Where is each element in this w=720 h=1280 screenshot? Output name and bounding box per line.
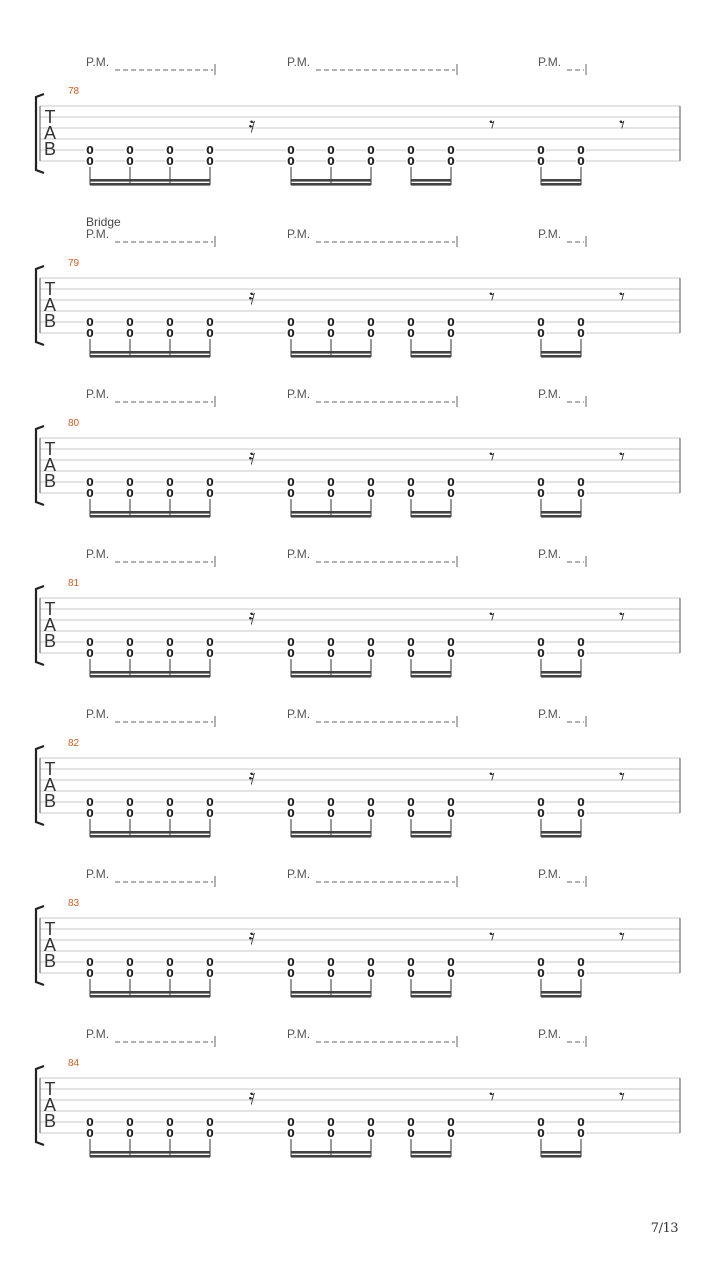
sixteenth-rest: 𝄿 <box>248 445 256 470</box>
tab-clef-letter: B <box>43 139 57 159</box>
palm-mute-label: P.M. <box>287 707 311 721</box>
fret-number: 0 <box>537 647 545 660</box>
fret-number: 0 <box>166 796 174 809</box>
fret-number: 0 <box>86 487 94 500</box>
fret-number: 0 <box>287 807 295 820</box>
fret-number: 0 <box>287 967 295 980</box>
beam-primary <box>291 179 371 182</box>
beam-secondary <box>411 355 451 358</box>
beam-secondary <box>411 183 451 186</box>
tab-clef-letter: T <box>44 599 56 619</box>
beam-secondary <box>90 995 210 998</box>
fret-number: 0 <box>126 476 134 489</box>
fret-number: 0 <box>126 316 134 329</box>
fret-number: 0 <box>327 636 335 649</box>
fret-number: 0 <box>126 144 134 157</box>
eighth-rest: 𝄾 <box>619 605 625 630</box>
beam-secondary <box>291 183 371 186</box>
palm-mute-label: P.M. <box>86 387 110 401</box>
tab-clef-letter: A <box>43 935 57 955</box>
fret-number: 0 <box>206 476 214 489</box>
fret-number: 0 <box>367 796 375 809</box>
beam-secondary <box>90 515 210 518</box>
beam-primary <box>90 351 210 354</box>
beam-primary <box>291 351 371 354</box>
fret-number: 0 <box>206 647 214 660</box>
fret-number: 0 <box>407 636 415 649</box>
fret-number: 0 <box>126 327 134 340</box>
fret-number: 0 <box>126 487 134 500</box>
beam-primary <box>541 991 581 994</box>
fret-number: 0 <box>447 796 455 809</box>
fret-number: 0 <box>206 144 214 157</box>
fret-number: 0 <box>447 155 455 168</box>
fret-number: 0 <box>537 636 545 649</box>
beam-primary <box>541 511 581 514</box>
fret-number: 0 <box>126 807 134 820</box>
fret-number: 0 <box>327 487 335 500</box>
fret-number: 0 <box>86 636 94 649</box>
tab-clef-letter: B <box>43 471 57 491</box>
fret-number: 0 <box>367 1127 375 1140</box>
beam-secondary <box>541 515 581 518</box>
fret-number: 0 <box>166 956 174 969</box>
fret-number: 0 <box>447 967 455 980</box>
fret-number: 0 <box>367 647 375 660</box>
fret-number: 0 <box>327 796 335 809</box>
palm-mute-label: P.M. <box>287 1027 311 1041</box>
fret-number: 0 <box>126 155 134 168</box>
fret-number: 0 <box>166 807 174 820</box>
palm-mute-label: P.M. <box>538 547 562 561</box>
beam-secondary <box>90 183 210 186</box>
fret-number: 0 <box>166 155 174 168</box>
fret-number: 0 <box>447 636 455 649</box>
page-number: 7/13 <box>650 1221 678 1236</box>
tab-clef-letter: T <box>44 279 56 299</box>
beam-secondary <box>90 1155 210 1158</box>
fret-number: 0 <box>327 1127 335 1140</box>
fret-number: 0 <box>206 316 214 329</box>
palm-mute-label: P.M. <box>86 867 110 881</box>
fret-number: 0 <box>126 1127 134 1140</box>
fret-number: 0 <box>537 796 545 809</box>
fret-number: 0 <box>166 487 174 500</box>
beam-primary <box>90 831 210 834</box>
tab-clef-letter: T <box>44 919 56 939</box>
beam-secondary <box>541 355 581 358</box>
fret-number: 0 <box>537 476 545 489</box>
fret-number: 0 <box>577 476 585 489</box>
beam-primary <box>541 1151 581 1154</box>
beam-primary <box>90 1151 210 1154</box>
fret-number: 0 <box>86 647 94 660</box>
tab-clef-letter: A <box>43 123 57 143</box>
measure-number: 78 <box>68 86 80 97</box>
palm-mute-label: P.M. <box>86 707 110 721</box>
fret-number: 0 <box>577 796 585 809</box>
fret-number: 0 <box>577 956 585 969</box>
fret-number: 0 <box>126 636 134 649</box>
fret-number: 0 <box>447 316 455 329</box>
fret-number: 0 <box>287 796 295 809</box>
fret-number: 0 <box>166 144 174 157</box>
fret-number: 0 <box>86 956 94 969</box>
tab-clef-letter: A <box>43 615 57 635</box>
fret-number: 0 <box>537 316 545 329</box>
tab-clef-letter: T <box>44 759 56 779</box>
tab-clef-letter: T <box>44 439 56 459</box>
beam-primary <box>541 671 581 674</box>
palm-mute-label: P.M. <box>287 227 311 241</box>
palm-mute-label: P.M. <box>287 387 311 401</box>
eighth-rest: 𝄾 <box>489 1085 495 1110</box>
fret-number: 0 <box>287 327 295 340</box>
fret-number: 0 <box>537 327 545 340</box>
fret-number: 0 <box>407 476 415 489</box>
fret-number: 0 <box>287 1116 295 1129</box>
fret-number: 0 <box>327 967 335 980</box>
eighth-rest: 𝄾 <box>619 445 625 470</box>
beam-primary <box>291 991 371 994</box>
fret-number: 0 <box>86 967 94 980</box>
fret-number: 0 <box>287 636 295 649</box>
eighth-rest: 𝄾 <box>489 445 495 470</box>
tab-clef-letter: B <box>43 631 57 651</box>
fret-number: 0 <box>206 487 214 500</box>
measure-number: 82 <box>68 738 80 749</box>
fret-number: 0 <box>327 956 335 969</box>
fret-number: 0 <box>327 144 335 157</box>
fret-number: 0 <box>206 1127 214 1140</box>
fret-number: 0 <box>367 1116 375 1129</box>
fret-number: 0 <box>537 1116 545 1129</box>
beam-secondary <box>411 835 451 838</box>
fret-number: 0 <box>367 476 375 489</box>
tab-clef-letter: A <box>43 455 57 475</box>
fret-number: 0 <box>407 967 415 980</box>
fret-number: 0 <box>577 967 585 980</box>
beam-secondary <box>541 183 581 186</box>
beam-secondary <box>291 515 371 518</box>
fret-number: 0 <box>126 647 134 660</box>
fret-number: 0 <box>407 316 415 329</box>
beam-primary <box>541 831 581 834</box>
fret-number: 0 <box>447 476 455 489</box>
fret-number: 0 <box>166 647 174 660</box>
sixteenth-rest: 𝄿 <box>248 285 256 310</box>
fret-number: 0 <box>577 647 585 660</box>
fret-number: 0 <box>86 796 94 809</box>
eighth-rest: 𝄾 <box>619 285 625 310</box>
fret-number: 0 <box>287 487 295 500</box>
palm-mute-label: P.M. <box>287 55 311 69</box>
beam-secondary <box>411 995 451 998</box>
tab-clef-letter: B <box>43 1111 57 1131</box>
fret-number: 0 <box>577 636 585 649</box>
beam-secondary <box>90 835 210 838</box>
fret-number: 0 <box>86 1116 94 1129</box>
fret-number: 0 <box>126 796 134 809</box>
fret-number: 0 <box>537 487 545 500</box>
fret-number: 0 <box>166 967 174 980</box>
tab-clef-letter: B <box>43 311 57 331</box>
fret-number: 0 <box>367 316 375 329</box>
palm-mute-label: P.M. <box>287 867 311 881</box>
beam-secondary <box>541 995 581 998</box>
beam-secondary <box>90 675 210 678</box>
fret-number: 0 <box>447 144 455 157</box>
eighth-rest: 𝄾 <box>489 285 495 310</box>
fret-number: 0 <box>367 636 375 649</box>
fret-number: 0 <box>166 636 174 649</box>
sixteenth-rest: 𝄿 <box>248 605 256 630</box>
beam-primary <box>411 179 451 182</box>
fret-number: 0 <box>327 1116 335 1129</box>
fret-number: 0 <box>327 476 335 489</box>
fret-number: 0 <box>577 155 585 168</box>
beam-secondary <box>90 355 210 358</box>
fret-number: 0 <box>577 1116 585 1129</box>
fret-number: 0 <box>206 1116 214 1129</box>
fret-number: 0 <box>327 316 335 329</box>
beam-primary <box>90 991 210 994</box>
fret-number: 0 <box>206 636 214 649</box>
tab-clef-letter: T <box>44 1079 56 1099</box>
fret-number: 0 <box>86 316 94 329</box>
beam-secondary <box>541 835 581 838</box>
beam-primary <box>90 179 210 182</box>
eighth-rest: 𝄾 <box>489 605 495 630</box>
beam-secondary <box>411 675 451 678</box>
fret-number: 0 <box>126 956 134 969</box>
fret-number: 0 <box>367 155 375 168</box>
palm-mute-label: P.M. <box>538 227 562 241</box>
fret-number: 0 <box>367 327 375 340</box>
fret-number: 0 <box>447 1116 455 1129</box>
fret-number: 0 <box>407 327 415 340</box>
palm-mute-label: P.M. <box>538 867 562 881</box>
beam-secondary <box>291 1155 371 1158</box>
measure-number: 84 <box>68 1058 80 1069</box>
fret-number: 0 <box>577 327 585 340</box>
beam-primary <box>411 831 451 834</box>
fret-number: 0 <box>287 155 295 168</box>
fret-number: 0 <box>367 487 375 500</box>
sixteenth-rest: 𝄿 <box>248 113 256 138</box>
palm-mute-label: P.M. <box>538 387 562 401</box>
fret-number: 0 <box>166 476 174 489</box>
fret-number: 0 <box>86 1127 94 1140</box>
beam-primary <box>541 179 581 182</box>
sixteenth-rest: 𝄿 <box>248 765 256 790</box>
fret-number: 0 <box>537 967 545 980</box>
palm-mute-label: P.M. <box>86 1027 110 1041</box>
beam-primary <box>411 351 451 354</box>
fret-number: 0 <box>126 1116 134 1129</box>
beam-secondary <box>411 1155 451 1158</box>
fret-number: 0 <box>447 487 455 500</box>
fret-number: 0 <box>206 327 214 340</box>
fret-number: 0 <box>287 1127 295 1140</box>
sixteenth-rest: 𝄿 <box>248 1085 256 1110</box>
fret-number: 0 <box>407 144 415 157</box>
measure-number: 83 <box>68 898 80 909</box>
beam-primary <box>411 991 451 994</box>
fret-number: 0 <box>407 796 415 809</box>
fret-number: 0 <box>327 155 335 168</box>
fret-number: 0 <box>86 476 94 489</box>
fret-number: 0 <box>407 487 415 500</box>
fret-number: 0 <box>287 956 295 969</box>
eighth-rest: 𝄾 <box>619 1085 625 1110</box>
beam-secondary <box>541 675 581 678</box>
beam-secondary <box>411 515 451 518</box>
fret-number: 0 <box>206 967 214 980</box>
fret-number: 0 <box>166 316 174 329</box>
fret-number: 0 <box>287 144 295 157</box>
eighth-rest: 𝄾 <box>489 113 495 138</box>
eighth-rest: 𝄾 <box>619 765 625 790</box>
beam-secondary <box>291 355 371 358</box>
eighth-rest: 𝄾 <box>619 113 625 138</box>
beam-secondary <box>291 835 371 838</box>
fret-number: 0 <box>447 647 455 660</box>
fret-number: 0 <box>86 155 94 168</box>
fret-number: 0 <box>577 807 585 820</box>
beam-primary <box>291 671 371 674</box>
fret-number: 0 <box>537 1127 545 1140</box>
fret-number: 0 <box>166 1127 174 1140</box>
palm-mute-label: P.M. <box>538 1027 562 1041</box>
beam-primary <box>411 1151 451 1154</box>
fret-number: 0 <box>407 155 415 168</box>
palm-mute-label: P.M. <box>86 227 110 241</box>
fret-number: 0 <box>287 647 295 660</box>
tab-clef-letter: B <box>43 951 57 971</box>
fret-number: 0 <box>407 956 415 969</box>
fret-number: 0 <box>367 144 375 157</box>
fret-number: 0 <box>407 807 415 820</box>
eighth-rest: 𝄾 <box>619 925 625 950</box>
fret-number: 0 <box>367 967 375 980</box>
fret-number: 0 <box>327 647 335 660</box>
fret-number: 0 <box>447 807 455 820</box>
fret-number: 0 <box>86 807 94 820</box>
fret-number: 0 <box>577 1127 585 1140</box>
beam-primary <box>541 351 581 354</box>
fret-number: 0 <box>407 647 415 660</box>
beam-primary <box>90 671 210 674</box>
beam-primary <box>411 511 451 514</box>
fret-number: 0 <box>327 807 335 820</box>
eighth-rest: 𝄾 <box>489 925 495 950</box>
measure-number: 81 <box>68 578 80 589</box>
tab-clef-letter: A <box>43 775 57 795</box>
palm-mute-label: P.M. <box>538 707 562 721</box>
beam-secondary <box>291 675 371 678</box>
fret-number: 0 <box>287 476 295 489</box>
fret-number: 0 <box>537 155 545 168</box>
fret-number: 0 <box>126 967 134 980</box>
beam-primary <box>411 671 451 674</box>
fret-number: 0 <box>367 956 375 969</box>
fret-number: 0 <box>537 144 545 157</box>
fret-number: 0 <box>447 327 455 340</box>
fret-number: 0 <box>407 1116 415 1129</box>
beam-primary <box>291 511 371 514</box>
measure-number: 79 <box>68 258 80 269</box>
tab-clef-letter: T <box>44 107 56 127</box>
sixteenth-rest: 𝄿 <box>248 925 256 950</box>
tab-clef-letter: B <box>43 791 57 811</box>
beam-primary <box>90 511 210 514</box>
fret-number: 0 <box>537 807 545 820</box>
fret-number: 0 <box>86 327 94 340</box>
tab-clef-letter: A <box>43 295 57 315</box>
tab-clef-letter: A <box>43 1095 57 1115</box>
palm-mute-label: P.M. <box>287 547 311 561</box>
palm-mute-label: P.M. <box>86 55 110 69</box>
section-label: Bridge <box>86 215 121 229</box>
eighth-rest: 𝄾 <box>489 765 495 790</box>
fret-number: 0 <box>407 1127 415 1140</box>
palm-mute-label: P.M. <box>86 547 110 561</box>
beam-secondary <box>291 995 371 998</box>
fret-number: 0 <box>287 316 295 329</box>
fret-number: 0 <box>577 144 585 157</box>
measure-number: 80 <box>68 418 80 429</box>
fret-number: 0 <box>206 796 214 809</box>
fret-number: 0 <box>327 327 335 340</box>
fret-number: 0 <box>206 807 214 820</box>
fret-number: 0 <box>577 316 585 329</box>
fret-number: 0 <box>367 807 375 820</box>
beam-primary <box>291 1151 371 1154</box>
beam-secondary <box>541 1155 581 1158</box>
fret-number: 0 <box>447 1127 455 1140</box>
fret-number: 0 <box>206 155 214 168</box>
fret-number: 0 <box>537 956 545 969</box>
fret-number: 0 <box>206 956 214 969</box>
fret-number: 0 <box>577 487 585 500</box>
beam-primary <box>291 831 371 834</box>
fret-number: 0 <box>166 327 174 340</box>
fret-number: 0 <box>447 956 455 969</box>
palm-mute-label: P.M. <box>538 55 562 69</box>
fret-number: 0 <box>166 1116 174 1129</box>
fret-number: 0 <box>86 144 94 157</box>
